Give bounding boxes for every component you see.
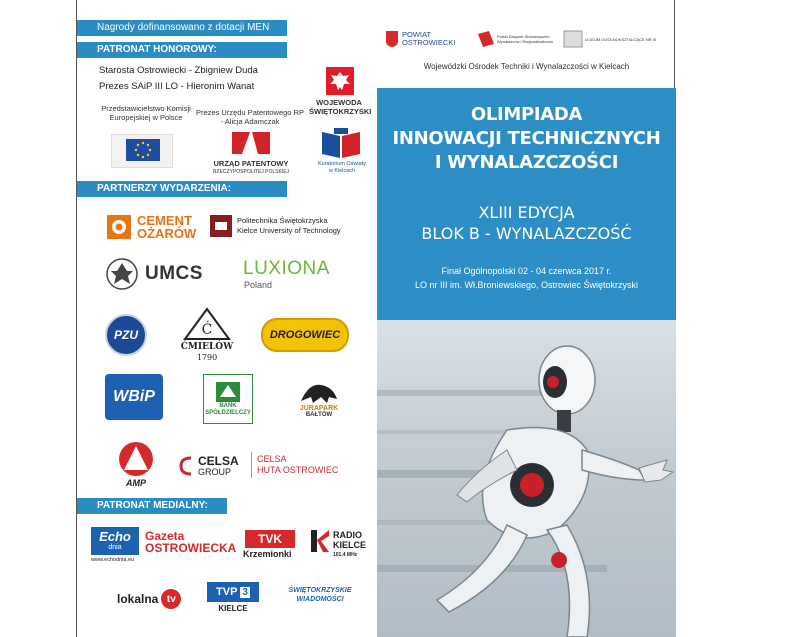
wbip-logo <box>105 374 163 420</box>
poland-eagle-icon <box>322 64 358 98</box>
robot-illustration <box>377 320 676 637</box>
radio-kielce-text: RADIO KIELCE <box>333 530 367 550</box>
echo-dnia-logo <box>91 527 139 555</box>
politechnika-text: Politechnika Świętokrzyska Kielce University of Technology <box>237 216 341 235</box>
men-funding-bar: Nagrody dofinansowano z dotacji MEN <box>77 20 287 36</box>
celsa-huta-text: CELSA HUTA OSTROWIEC <box>257 454 339 475</box>
celsa-text: CELSA <box>198 454 239 468</box>
bank-spoldzielczy-logo <box>203 374 253 424</box>
tvk-text: TVK <box>258 532 282 546</box>
tvk-logo <box>245 530 295 548</box>
patent-office-label: Prezes Urzędu Patentowego RP - Alicja Adamczak <box>196 108 304 126</box>
powiat-text: POWIAT OSTROWIECKI <box>402 30 456 47</box>
hero-title-3: I WYNALAZCZOŚCI <box>434 152 619 173</box>
wojewoda-label: WOJEWODA ŚWIĘTOKRZYSKI <box>309 98 372 116</box>
cmielow-text: ĆMIELÓW <box>180 342 234 352</box>
amp-logo <box>113 438 159 490</box>
tvp-city: KIELCE <box>218 604 248 613</box>
umcs-logo <box>105 256 215 292</box>
celsa-group-text: GROUP <box>198 467 232 477</box>
hero-edition: XLIII EDYCJA <box>478 203 575 222</box>
pzu-text: PZU <box>114 328 138 342</box>
wiadomosci-text: ŚWIĘTOKRZYSKIE WIADOMOŚCI <box>288 587 352 603</box>
hero-block: BLOK B - WYNALAZCZOŚĆ <box>421 224 632 243</box>
pzsw-logo <box>477 28 557 50</box>
jurapark-sub: BAŁTÓW <box>305 411 333 418</box>
kuratorium-book-icon <box>317 126 365 160</box>
amp-text: AMP <box>126 478 146 488</box>
kuratorium-label: Kuratorium Oświaty w Kielcach <box>318 161 366 174</box>
luxiona-sub: Poland <box>244 280 273 290</box>
tvp-num: 3 <box>242 586 248 598</box>
krzemionki-text: Krzemionki <box>243 549 292 559</box>
powiat-logo <box>385 28 465 50</box>
lokalna-text: lokalna <box>117 592 159 606</box>
patent-office-name: URZĄD PATENTOWY <box>213 159 289 168</box>
patron-starosta: Starosta Ostrowiecki - Zbigniew Duda <box>99 65 258 76</box>
liceum-text: LICEUM OGÓLNOKSZTAŁCĄCE NR III <box>585 36 657 42</box>
hero-venue: LO nr III im. Wł.Broniewskiego, Ostrowiec Świętokrzyski <box>414 280 639 290</box>
hero-title-1: OLIMPIADA <box>470 104 583 125</box>
honorary-patronage-header: PATRONAT HONOROWY: <box>77 42 287 58</box>
tv-text: tv <box>161 589 181 609</box>
radio-kielce-icon <box>309 528 331 554</box>
media-patronage-header: PATRONAT MEDIALNY: <box>77 498 227 514</box>
jurapark-logo <box>291 376 347 420</box>
cement-ozarow-text: CEMENT OŻARÓW <box>137 213 197 241</box>
patron-prezes: Prezes SAiP III LO - Hieronim Wanat <box>99 81 255 92</box>
patent-office-logo-icon <box>227 128 275 158</box>
tvp-text: TVP <box>216 586 238 598</box>
pzu-logo <box>105 314 147 356</box>
drogowiec-text: DROGOWIEC <box>269 329 341 341</box>
echo-text: Echo <box>99 529 131 544</box>
hero-final-date: Finał Ogólnopolski 02 - 04 czerwca 2017 r. <box>441 266 612 276</box>
tvp3-logo <box>207 582 259 602</box>
gazeta-ostrowiecka-text: Gazeta OSTROWIECKA <box>145 529 237 555</box>
echo-sub: dnia <box>108 544 122 551</box>
cmielow-logo-icon <box>181 306 233 342</box>
jurapark-text: JURAPARK <box>299 404 339 412</box>
bank-text: BANK SPÓŁDZIELCZY <box>205 403 251 416</box>
umcs-text: UMCS <box>145 263 203 284</box>
wbip-text: WBiP <box>113 388 155 405</box>
radio-kielce-freq: 101,4 MHz <box>333 552 358 558</box>
eu-commission-logo <box>111 134 173 168</box>
cmielow-year: 1790 <box>196 353 218 362</box>
luxiona-text: LUXIONA <box>243 258 330 279</box>
liceum-logo <box>563 28 663 50</box>
hero-banner <box>377 88 676 320</box>
pzsw-text: Polski Związek Stowarzyszeń Wynalazców i Racjonalizatorów <box>497 34 553 44</box>
cement-ozarow-logo <box>105 212 197 242</box>
patent-office-sub: RZECZYPOSPOLITEJ POLSKIEJ <box>212 169 290 175</box>
celsa-divider <box>251 452 252 478</box>
politechnika-logo <box>209 212 359 240</box>
hero-title-2: INNOWACJI TECHNICZNYCH <box>392 128 661 149</box>
svg-text:Ć: Ć <box>201 322 213 338</box>
lokalna-tv-logo <box>117 588 193 610</box>
leaflet-page <box>76 0 675 637</box>
echo-url: www.echodnia.eu <box>91 557 135 563</box>
drogowiec-logo <box>261 318 349 352</box>
celsa-logo <box>179 452 255 480</box>
partners-header: PARTNERZY WYDARZENIA: <box>77 181 287 197</box>
organizer-text: Wojewódzki Ośrodek Techniki i Wynalazczości w Kielcach <box>423 62 630 71</box>
commission-label: Przedstawicielstwo Komisji Europejskiej w Polsce <box>101 104 191 122</box>
